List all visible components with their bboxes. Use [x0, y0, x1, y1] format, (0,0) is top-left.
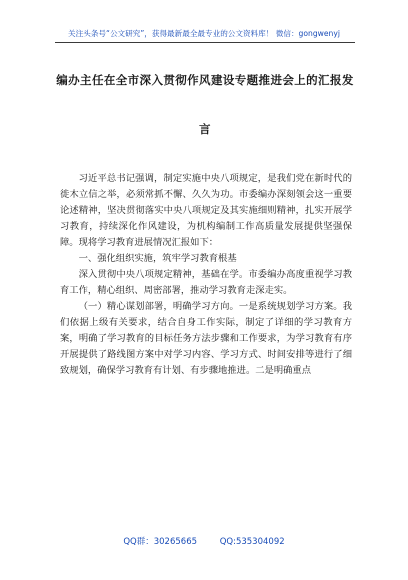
- body-paragraph-subsection-1: （一）精心谋划部署，明确学习方向。一是系统规划学习方案。我们依据上级有关要求，结合自身工作实际，制定了详细的学习教育方案，明确了学习教育的目标任务方法步骤和工作要求，为学习教育有序开展提供了路线图方案中对学习内容、学习方式、时间安排等进行了细致规划，确保学习教育有计划、有步骤地推进。二是明确重点: [60, 301, 352, 376]
- section-heading-1: 一、强化组织实施，筑牢学习教育根基: [78, 253, 237, 264]
- document-body: [60, 171, 352, 379]
- body-paragraph: 深入贯彻中央八项规定精神，基础在学。市委编办高度重视学习教育工作，精心组织、周密部署，推动学习教育走深走实。: [60, 269, 352, 296]
- document-title-line-1: 编办主任在全市深入贯彻作风建设专题推进会上的汇报发: [56, 73, 354, 87]
- footer-contact: [0, 535, 408, 547]
- header-banner: 关注头条号“公文研究”，获得最新最全最专业的公文资料库！ 微信：gongwenyj: [68, 29, 340, 38]
- header-divider: [55, 42, 355, 43]
- document-title-line-2: 言: [199, 122, 211, 136]
- footer-qq: QQ:535304092: [219, 537, 285, 547]
- footer-qq-group: QQ群：30265665: [123, 537, 198, 547]
- body-paragraph-intro: 习近平总书记强调，制定实施中央八项规定，是我们党在新时代的徙木立信之举，必须常抓不懈、久久为功。市委编办深刻领会这一重要论述精神，坚决贯彻落实中央八项规定及其实施细则精神，扎实开展学习教育，持续深化作风建设，为机构编制工作高质量发展提供坚强保障。现将学习教育进展情况汇报如下：: [60, 173, 352, 248]
